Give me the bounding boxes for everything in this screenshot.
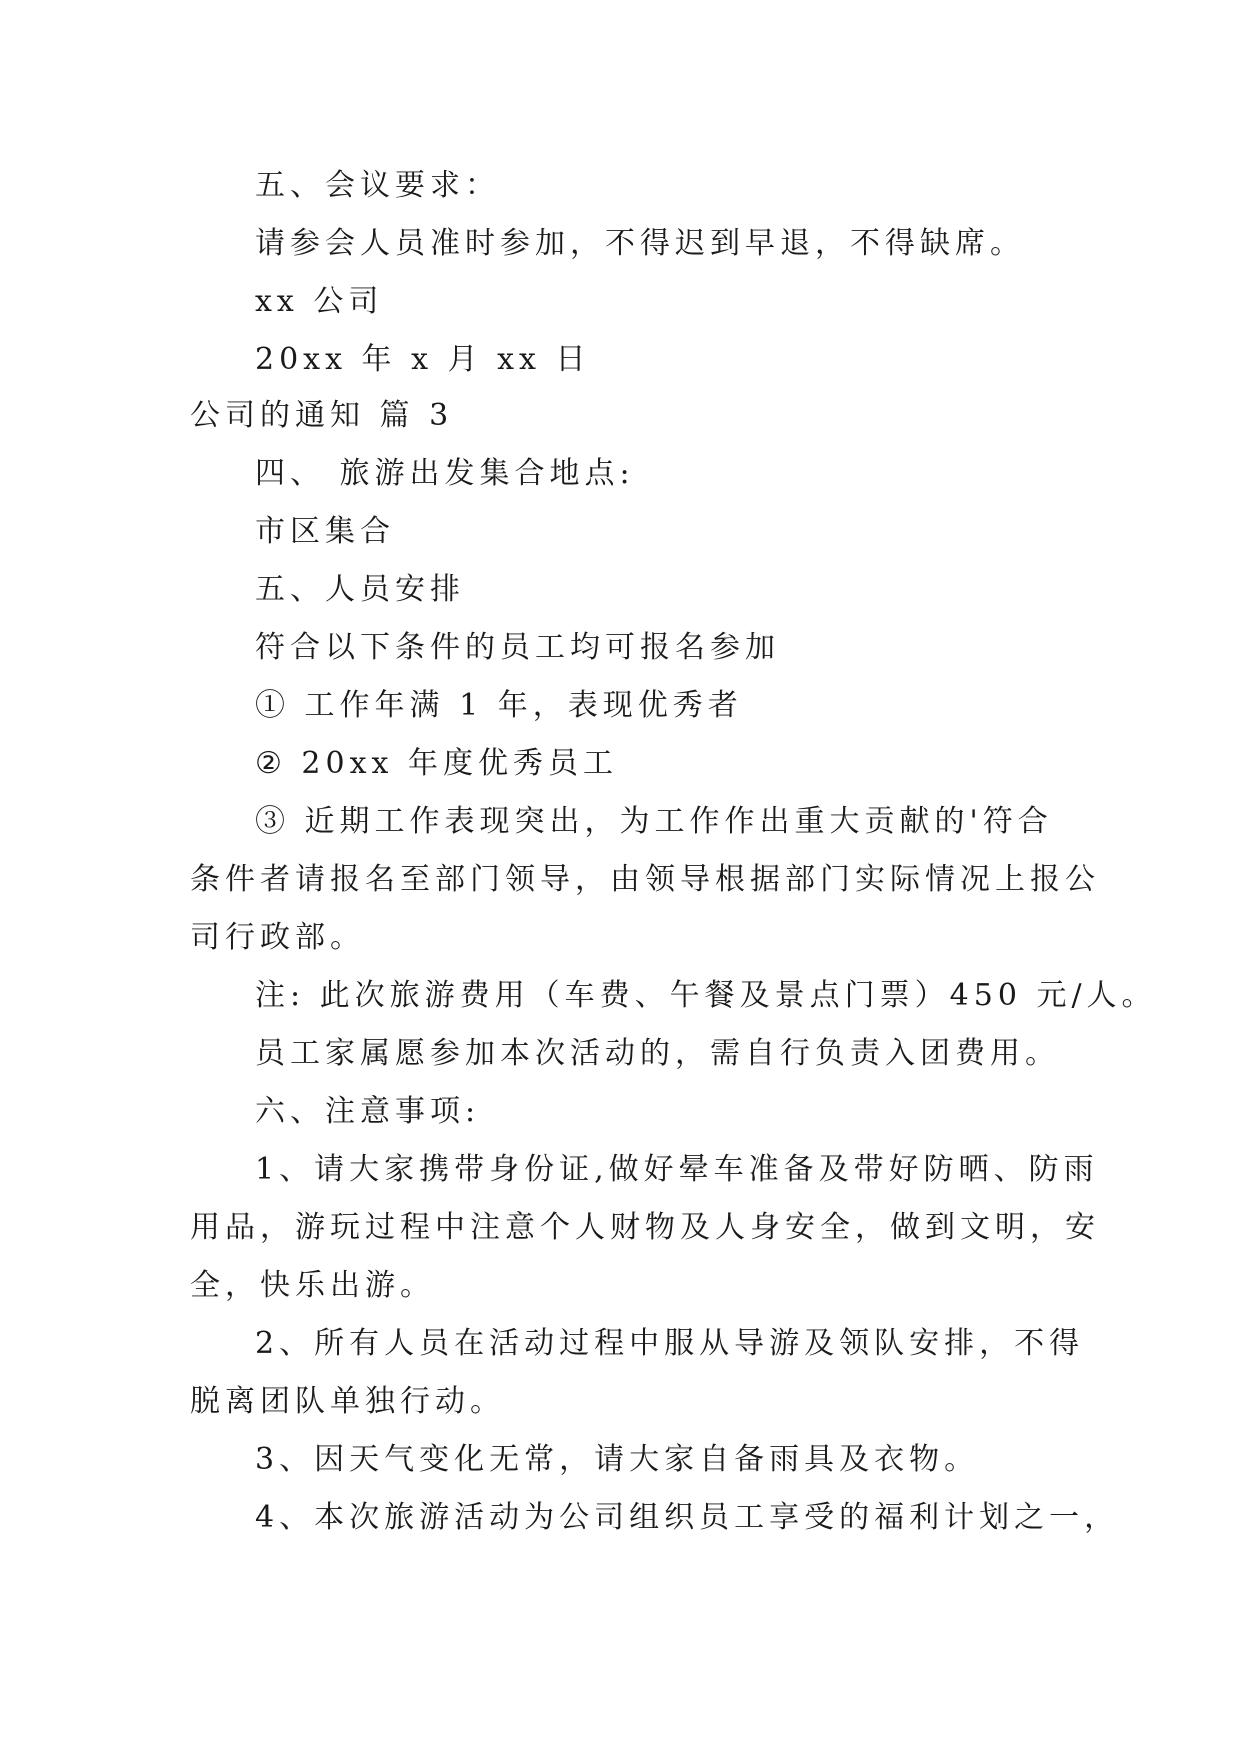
- note-line: 注: 此次旅游费用（车费、午餐及景点门票）450 元/人。: [255, 978, 1157, 1013]
- list-item: 3、因天气变化无常，请大家自备雨具及衣物。: [255, 1442, 980, 1477]
- paragraph-line: 员工家属愿参加本次活动的，需自行负责入团费用。: [255, 1036, 1060, 1071]
- paragraph-line: 脱离团队单独行动。: [190, 1384, 505, 1419]
- list-item: ① 工作年满 1 年，表现优秀者: [255, 688, 743, 723]
- paragraph-line: 请参会人员准时参加，不得迟到早退，不得缺席。: [255, 226, 1025, 261]
- list-item: 2、所有人员在活动过程中服从导游及领队安排，不得: [255, 1326, 1085, 1361]
- list-item: 4、本次旅游活动为公司组织员工享受的福利计划之一，: [255, 1500, 1120, 1535]
- paragraph-line: 用品，游玩过程中注意个人财物及人身安全，做到文明，安: [190, 1210, 1100, 1245]
- signature-company: xx 公司: [255, 284, 384, 319]
- notice-title: 公司的通知 篇 3: [190, 398, 454, 433]
- paragraph-line: 条件者请报名至部门领导，由领导根据部门实际情况上报公: [190, 862, 1100, 897]
- paragraph-line: 符合以下条件的员工均可报名参加: [255, 630, 780, 665]
- section-heading-staff-arrangement: 五、人员安排: [255, 572, 465, 607]
- paragraph-line: 全，快乐出游。: [190, 1268, 435, 1303]
- section-heading-meeting-point: 四、 旅游出发集合地点:: [255, 456, 635, 491]
- list-item: ② 20xx 年度优秀员工: [255, 746, 618, 781]
- paragraph-line: 市区集合: [255, 514, 395, 549]
- section-heading-meeting-requirements: 五、会议要求：: [255, 168, 500, 203]
- paragraph-line: 司行政部。: [190, 920, 365, 955]
- list-item: ③ 近期工作表现突出，为工作作出重大贡献的'符合: [255, 804, 1053, 839]
- section-heading-notes: 六、注意事项:: [255, 1094, 481, 1129]
- signature-date: 20xx 年 x 月 xx 日: [255, 342, 591, 377]
- list-item: 1、请大家携带身份证,做好晕车准备及带好防晒、防雨: [255, 1152, 1099, 1187]
